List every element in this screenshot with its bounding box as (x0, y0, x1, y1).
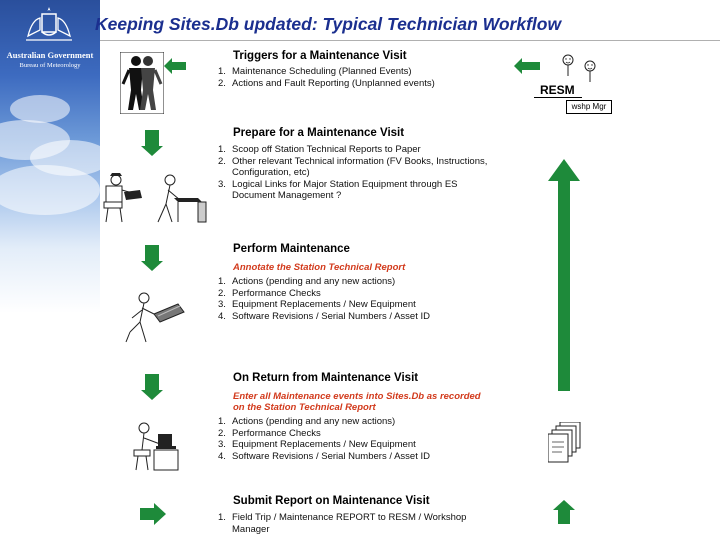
down-arrow-icon (141, 374, 163, 400)
up-arrow-icon (548, 159, 580, 391)
list-item: 1. Actions (pending and any new actions) (218, 276, 396, 287)
page-title: Keeping Sites.Db updated: Typical Technician Workflow (95, 14, 562, 34)
report-documents-icon (548, 422, 582, 464)
up-arrow-icon (553, 500, 575, 524)
logo-sidebar (0, 0, 100, 540)
left-arrow-icon (514, 58, 540, 74)
step1-list (218, 66, 435, 89)
down-arrow-icon (141, 245, 163, 271)
step5-list (218, 512, 466, 535)
left-arrow-icon (164, 58, 186, 74)
list-item: 2. Performance Checks (218, 287, 321, 299)
list-item: 2. Actions and Fault Reporting (Unplanned events) (218, 77, 435, 89)
list-item: 2. Performance Checks (218, 427, 321, 439)
list-item: 1. Maintenance Scheduling (Planned Events) (218, 66, 412, 77)
list-item: 3. Equipment Replacements / New Equipment (218, 299, 416, 311)
step3-subheading: Annotate the Station Technical Report (233, 262, 406, 273)
step4-subheading-line2: on the Station Technical Report (233, 402, 376, 413)
title-divider (100, 40, 720, 41)
list-item: Document Management ? (232, 190, 342, 202)
step3-heading: Perform Maintenance (233, 243, 350, 255)
step4-list (218, 416, 430, 462)
coat-of-arms-icon (22, 6, 76, 46)
technician-working-figure-icon (122, 292, 186, 344)
list-item: 4. Software Revisions / Serial Numbers / Asset ID (218, 450, 430, 462)
step2-list (218, 144, 487, 202)
step1-heading: Triggers for a Maintenance Visit (233, 50, 407, 62)
list-item: Manager (232, 523, 270, 535)
step4-heading: On Return from Maintenance Visit (233, 372, 419, 384)
workshop-manager-label: wshp Mgr (566, 100, 612, 114)
down-arrow-icon (141, 130, 163, 156)
list-item: Configuration, etc) (232, 167, 310, 179)
list-item: 3. Equipment Replacements / New Equipment (218, 439, 416, 451)
list-item: 1. Field Trip / Maintenance REPORT to RESM / Workshop (218, 512, 467, 523)
resm-label: RESM (540, 83, 575, 97)
technicians-figure-icon (120, 52, 164, 114)
step3-list (218, 276, 430, 322)
list-item: 1. Scoop off Station Technical Reports to Paper (218, 144, 421, 155)
step4-subheading-line1: Enter all Maintenance events into Sites.Db as recorded (233, 391, 481, 402)
list-item: 1. Actions (pending and any new actions) (218, 416, 396, 427)
logo-bureau-text: Bureau of Meteorology (19, 62, 81, 69)
managers-figure-icon (556, 52, 600, 82)
right-arrow-icon (140, 503, 166, 525)
technician-preparing-figure-icon (102, 172, 212, 224)
list-item: 2. Other relevant Technical information (FV Books, Instructions, (218, 155, 488, 167)
step5-heading: Submit Report on Maintenance Visit (233, 495, 430, 507)
logo-government-text: Australian Government (6, 50, 94, 60)
list-item: 3. Logical Links for Major Station Equipment through ES (218, 178, 458, 190)
step2-heading: Prepare for a Maintenance Visit (233, 127, 405, 139)
list-item: 4. Software Revisions / Serial Numbers / Asset ID (218, 310, 430, 322)
technician-at-computer-figure-icon (130, 420, 180, 472)
